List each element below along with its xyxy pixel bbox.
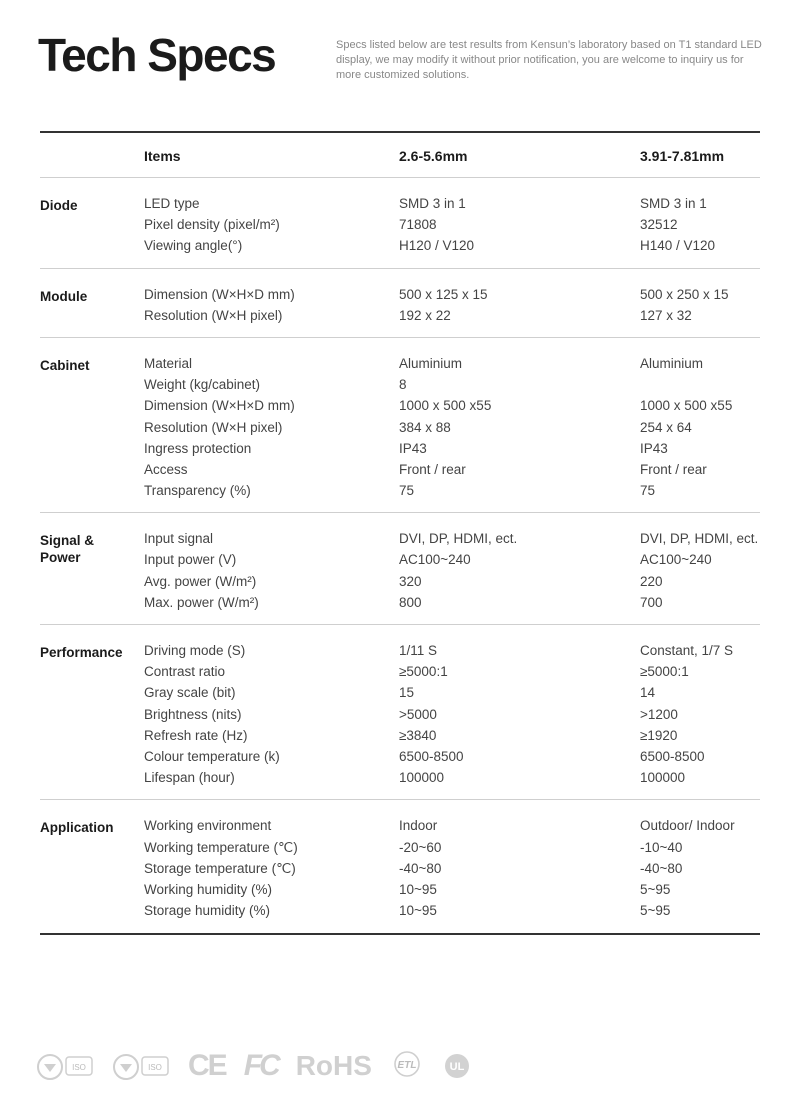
spec-value-col-b: Outdoor/ Indoor [640, 818, 735, 834]
spec-item-label: Storage temperature (℃) [144, 860, 296, 876]
spec-item-label: Contrast ratio [144, 664, 226, 680]
table-row [40, 573, 760, 594]
spec-value-col-b: Aluminium [640, 355, 704, 371]
table-row [40, 397, 760, 418]
spec-item-label: Max. power (W/m²) [144, 594, 259, 610]
spec-value-col-b: Constant, 1/7 S [640, 643, 734, 658]
table-row [40, 551, 760, 572]
spec-value-col-b: SMD 3 in 1 [640, 196, 707, 211]
spec-item-label: Dimension (W×H×D mm) [144, 398, 295, 414]
spec-value-col-b: 100000 [640, 770, 686, 786]
spec-value-col-b: 700 [640, 594, 663, 610]
spec-item-label: Resolution (W×H pixel) [144, 307, 283, 323]
spec-value-col-b: 14 [640, 685, 656, 701]
spec-value-col-a: 6500-8500 [399, 748, 464, 764]
spec-value-col-a: Aluminium [399, 355, 463, 371]
table-row [40, 237, 760, 258]
spec-value-col-b: 5~95 [640, 903, 671, 919]
iso-certification-logo [36, 1051, 94, 1081]
spec-value-col-a: AC100~240 [399, 552, 471, 568]
spec-section [40, 513, 760, 625]
table-row [40, 902, 760, 923]
spec-value-col-b: 32512 [640, 217, 678, 233]
spec-item-label: Resolution (W×H pixel) [144, 419, 283, 435]
table-row [40, 530, 760, 551]
spec-item-label: Transparency (%) [144, 483, 251, 499]
table-row [40, 286, 760, 307]
spec-value-col-a: SMD 3 in 1 [399, 196, 466, 211]
spec-item-label: Refresh rate (Hz) [144, 727, 248, 743]
iso-label-2: ISO [148, 1063, 162, 1072]
spec-value-col-a: Indoor [399, 818, 438, 834]
table-row [40, 440, 760, 461]
spec-section [40, 625, 760, 800]
spec-value-col-a: 800 [399, 594, 422, 610]
spec-value-col-a: H120 / V120 [399, 238, 475, 254]
table-row [40, 684, 760, 705]
spec-value-col-b: IP43 [640, 440, 668, 456]
section-name: Performance [40, 645, 123, 660]
spec-value-col-b: ≥5000:1 [640, 664, 689, 680]
table-row [40, 881, 760, 902]
certification-logos [36, 1046, 516, 1086]
table-row [40, 376, 760, 397]
spec-value-col-a: 1/11 S [399, 643, 438, 658]
etl-logo [390, 1049, 424, 1083]
table-row [40, 769, 760, 790]
spec-value-col-a: ≥3840 [399, 727, 437, 743]
spec-section [40, 178, 760, 269]
spec-value-col-a: Front / rear [399, 461, 466, 477]
spec-item-label: Dimension (W×H×D mm) [144, 286, 295, 302]
spec-value-col-a: 1000 x 500 x55 [399, 398, 492, 414]
section-name: Module [40, 288, 88, 304]
spec-value-col-a: 15 [399, 685, 415, 701]
spec-item-label: Access [144, 461, 188, 477]
table-row [40, 195, 760, 216]
header-col-b: 3.91-7.81mm [640, 148, 725, 164]
spec-value-col-a: -20~60 [399, 839, 442, 855]
spec-item-label: Working environment [144, 818, 272, 834]
spec-item-label: Pixel density (pixel/m²) [144, 217, 280, 233]
spec-item-label: Gray scale (bit) [144, 685, 236, 701]
spec-value-col-b: Front / rear [640, 461, 707, 477]
spec-item-label: Input power (V) [144, 552, 237, 568]
fcc-logo: FC [243, 1049, 278, 1082]
page-title: Tech Specs [38, 29, 276, 81]
spec-value-col-a: -40~80 [399, 860, 442, 876]
spec-section [40, 800, 760, 933]
table-row [40, 642, 760, 663]
spec-value-col-a: 71808 [399, 217, 437, 233]
spec-value-col-b: ≥1920 [640, 727, 678, 743]
header-items: Items [144, 148, 181, 164]
spec-item-label: Colour temperature (k) [144, 748, 280, 764]
spec-value-col-a: 500 x 125 x 15 [399, 286, 488, 302]
spec-item-label: Working humidity (%) [144, 881, 273, 897]
spec-value-col-a: 10~95 [399, 903, 437, 919]
section-name: Application [40, 820, 114, 836]
spec-item-label: Lifespan (hour) [144, 770, 235, 786]
header-col-a: 2.6-5.6mm [399, 148, 468, 164]
rohs-logo: RoHS [295, 1050, 372, 1081]
spec-value-col-a: 10~95 [399, 881, 437, 897]
spec-item-label: Brightness (nits) [144, 706, 242, 722]
spec-value-col-b: AC100~240 [640, 552, 712, 568]
spec-value-col-b: 75 [640, 483, 656, 499]
spec-value-col-b: DVI, DP, HDMI, ect. [640, 531, 759, 547]
ul-logo [442, 1051, 472, 1081]
spec-value-col-a: 192 x 22 [399, 307, 451, 323]
spec-value-col-b: >1200 [640, 706, 678, 722]
table-body [40, 178, 760, 933]
spec-value-col-b: 500 x 250 x 15 [640, 286, 729, 302]
spec-item-label: Viewing angle(°) [144, 238, 243, 254]
table-row [40, 482, 760, 503]
spec-value-col-b: 5~95 [640, 881, 671, 897]
spec-value-col-b: -40~80 [640, 860, 683, 876]
spec-value-col-a: ≥5000:1 [399, 664, 448, 680]
table-header [40, 133, 760, 178]
iso-label: ISO [72, 1063, 86, 1072]
spec-value-col-a: >5000 [399, 706, 437, 722]
spec-value-col-b: 127 x 32 [640, 307, 692, 323]
table-row [40, 355, 760, 376]
table-row [40, 594, 760, 615]
specs-table [40, 131, 760, 935]
spec-value-col-a: 100000 [399, 770, 445, 786]
ce-mark-logo: CE [188, 1049, 226, 1082]
table-row [40, 860, 760, 881]
spec-item-label: Driving mode (S) [144, 643, 246, 658]
table-row [40, 727, 760, 748]
spec-value-col-b: 1000 x 500 x55 [640, 398, 733, 414]
etl-label: ETL [397, 1060, 417, 1071]
table-row [40, 663, 760, 684]
table-row [40, 748, 760, 769]
table-row [40, 307, 760, 328]
table-row [40, 817, 760, 838]
spec-section [40, 269, 760, 338]
spec-section [40, 338, 760, 513]
spec-item-label: Material [144, 355, 193, 371]
spec-item-label: Weight (kg/cabinet) [144, 377, 261, 393]
spec-value-col-a: IP43 [399, 440, 427, 456]
table-row [40, 461, 760, 482]
intro-text: Specs listed below are test results from Kensun’s laboratory based on T1 standard LED display, we may modify it without prior notification, you are welcome to inquiry us for more customized solutions. [336, 39, 762, 81]
section-name: Diode [40, 198, 78, 213]
spec-value-col-a: 384 x 88 [399, 419, 451, 435]
spec-item-label: Input signal [144, 531, 214, 547]
ul-label: UL [449, 1061, 465, 1073]
spec-item-label: Storage humidity (%) [144, 903, 271, 919]
section-name: Cabinet [40, 357, 90, 373]
spec-item-label: LED type [144, 196, 200, 211]
table-row [40, 706, 760, 727]
spec-value-col-a: 75 [399, 483, 415, 499]
table-row [40, 216, 760, 237]
spec-item-label: Avg. power (W/m²) [144, 573, 257, 589]
spec-value-col-a: 320 [399, 573, 422, 589]
spec-value-col-b: 6500-8500 [640, 748, 705, 764]
spec-value-col-b: H140 / V120 [640, 238, 716, 254]
spec-value-col-b: -10~40 [640, 839, 683, 855]
spec-value-col-a: 8 [399, 377, 407, 393]
spec-item-label: Ingress protection [144, 440, 252, 456]
section-name: Signal & Power [40, 533, 95, 566]
table-row [40, 839, 760, 860]
table-row [40, 419, 760, 440]
iso-certification-logo-2 [112, 1051, 170, 1081]
spec-value-col-b: 220 [640, 573, 663, 589]
spec-value-col-b: 254 x 64 [640, 419, 692, 435]
spec-value-col-a: DVI, DP, HDMI, ect. [399, 531, 518, 547]
spec-item-label: Working temperature (℃) [144, 839, 298, 855]
